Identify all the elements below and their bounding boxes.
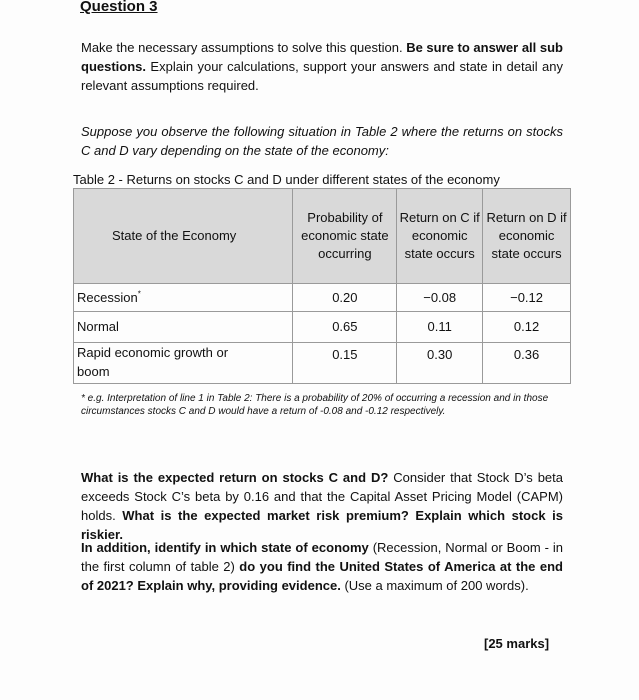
q2-bold-2: do you find the United States of America at the end of 2021? Explain why, providing evidence. [81, 559, 563, 593]
row-return-d: 0.36 [483, 343, 571, 384]
instructions-text-1: Make the necessary assumptions to solve this question. [81, 40, 407, 55]
row-state: Rapid economic growth or boom [74, 343, 293, 384]
row-probability: 0.65 [293, 312, 397, 343]
q2-text-2: (Use a maximum of 200 words). [340, 578, 529, 593]
header-return-d: Return on D if economic state occurs [483, 189, 571, 284]
table-row [74, 343, 571, 384]
row-state: Normal [74, 312, 293, 343]
header-probability: Probability of economic state occurring [293, 189, 397, 284]
question-heading: Question 3 [80, 0, 158, 15]
row-return-c: −0.08 [397, 284, 483, 312]
row-return-c: 0.11 [397, 312, 483, 343]
q2-text-1: (Recession, Normal or Boom - in the first column of table 2) [81, 540, 564, 574]
row-return-d: −0.12 [483, 284, 571, 312]
question-part-1 [81, 468, 563, 544]
header-state: State of the Economy [74, 189, 293, 284]
row-probability: 0.20 [293, 284, 397, 312]
returns-table [73, 188, 571, 384]
row-state [74, 284, 293, 312]
instructions-text-2: Explain your calculations, support your answers and state in detail any relevant assumptions required. [81, 59, 563, 93]
table-row [74, 284, 571, 312]
q1-bold-2: What is the expected market risk premium? Explain which stock is riskier. [81, 508, 564, 542]
table-footnote: * e.g. Interpretation of line 1 in Table 2: There is a probability of 20% of occurring a recession and in those circumstances stocks C and D would have a return of -0.08 and -0.12 respectively. [81, 393, 549, 417]
q1-bold-1: What is the expected return on stocks C and D? [81, 470, 389, 485]
footnote-marker: * [137, 289, 141, 299]
question-part-2 [81, 538, 563, 595]
header-return-c: Return on C if economic state occurs [397, 189, 483, 284]
table-row [74, 312, 571, 343]
table-header-row [74, 189, 571, 284]
instructions-bold: Be sure to answer all sub questions. [81, 40, 563, 74]
table-caption: Table 2 - Returns on stocks C and D under different states of the economy [73, 172, 500, 187]
q2-bold-1: In addition, identify in which state of economy [81, 540, 369, 555]
row-return-c: 0.30 [397, 343, 483, 384]
marks-label: [25 marks] [484, 636, 550, 651]
row-probability: 0.15 [293, 343, 397, 384]
row-state-label: Recession [77, 290, 138, 305]
q1-text-1: Consider that Stock D’s beta exceeds Stock C’s beta by 0.16 and that the Capital Asset Pricing Model (CAPM) holds. [81, 470, 564, 523]
instructions-paragraph [81, 38, 563, 95]
scenario-paragraph: Suppose you observe the following situation in Table 2 where the returns on stocks C and D vary depending on the state of the economy: [81, 124, 563, 158]
row-return-d: 0.12 [483, 312, 571, 343]
